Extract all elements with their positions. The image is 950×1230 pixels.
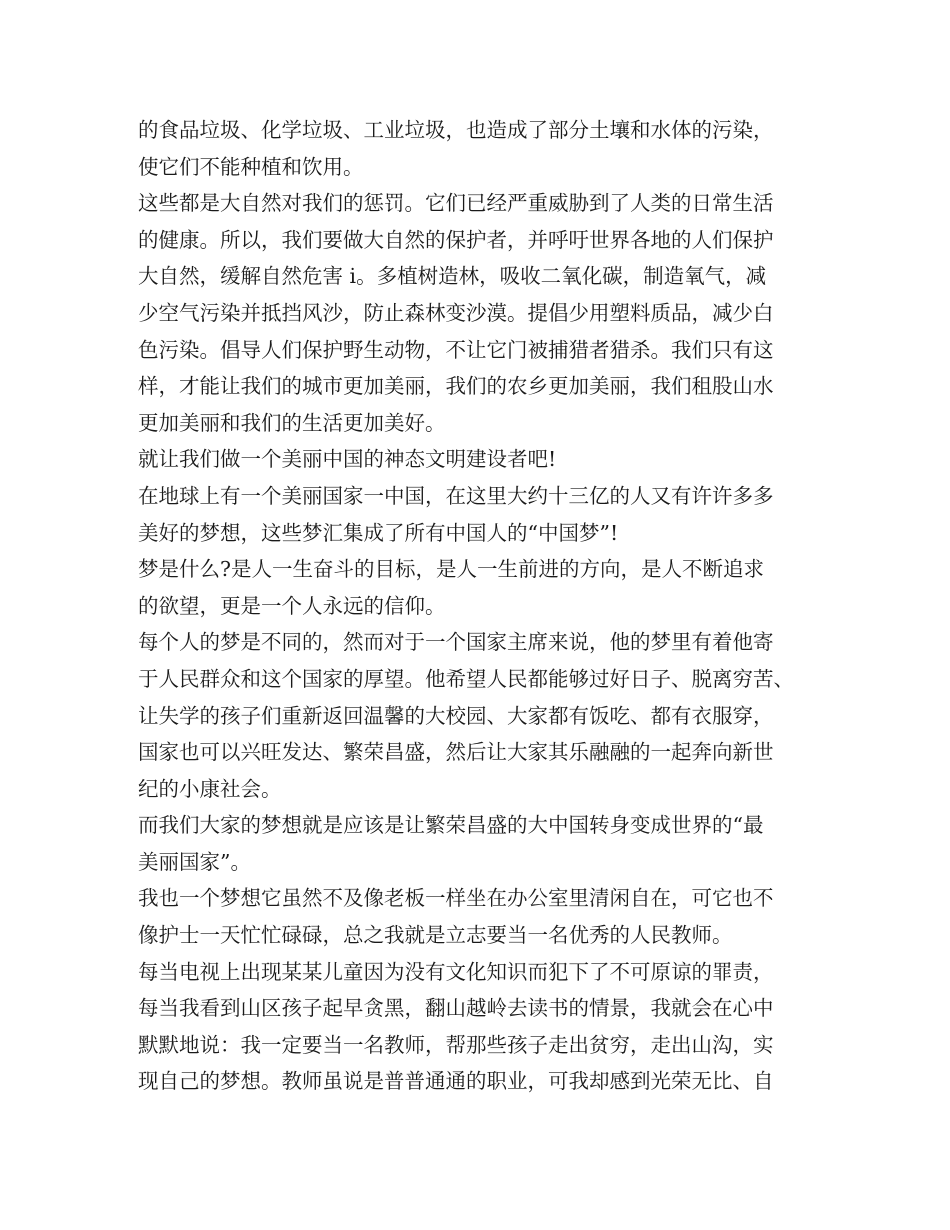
text-line: 默默地说：我一定要当一名教师，帮那些孩子走出贫穷，走出山沟，实 [138, 1032, 774, 1057]
text-line: 美好的梦想，这些梦汇集成了所有中国人的“中国梦”! [138, 520, 619, 545]
text-line: 每当我看到山区孩子起早贪黑，翻山越岭去读书的情景，我就会在心中 [138, 996, 774, 1021]
text-line: 更加美丽和我们的生活更加美好。 [138, 410, 446, 435]
text-line: 纪的小康社会。 [138, 776, 282, 801]
text-line: 少空气污染并抵挡风沙，防止森林变沙漠。提倡少用塑料质品，减少白 [138, 300, 774, 325]
text-line: 现自己的梦想。教师虽说是普普通通的职业，可我却感到光荣无比、自 [138, 1069, 774, 1094]
text-line: 的健康。所以，我们要做大自然的保护者，并呼吁世界各地的人们保护 [138, 227, 774, 252]
text-line: 而我们大家的梦想就是应该是让繁荣昌盛的大中国转身变成世界的“最 [138, 813, 764, 838]
text-line: 的食品垃圾、化学垃圾、工业垃圾，也造成了部分土壤和水体的污染， [138, 118, 774, 142]
text-line: 这些都是大自然对我们的惩罚。它们已经严重威胁到了人类的日常生活 [138, 191, 774, 216]
text-line: 我也一个梦想它虽然不及像老板一样坐在办公室里清闲自在，可它也不 [138, 886, 774, 911]
text-line: 使它们不能种植和饮用。 [138, 154, 364, 179]
text-line: 梦是什么?是人一生奋斗的目标，是人一生前进的方向，是人不断追求 [138, 557, 764, 582]
text-line: 的欲望，更是一个人永远的信仰。 [138, 593, 446, 618]
text-line: 美丽国家”。 [138, 849, 251, 874]
text-line: 色污染。倡导人们保护野生动物，不让它门被捕猎者猎杀。我们只有这 [138, 337, 774, 362]
text-line: 国家也可以兴旺发达、繁荣昌盛，然后让大家其乐融融的一起奔向新世 [138, 740, 774, 765]
document-body [138, 112, 828, 1100]
text-line: 让失学的孩子们重新返回温馨的大校园、大家都有饭吃、都有衣服穿， [138, 703, 774, 728]
text-line: 每当电视上出现某某儿童因为没有文化知识而犯下了不可原谅的罪责， [138, 959, 774, 984]
text-line: 在地球上有一个美丽国家一中国，在这里大约十三亿的人又有许许多多 [138, 483, 774, 508]
text-line: 每个人的梦是不同的，然而对于一个国家主席来说，他的梦里有着他寄 [138, 630, 774, 655]
text-line: 样，才能让我们的城市更加美丽，我们的农乡更加美丽，我们租股山水 [138, 374, 774, 399]
text-line: 就让我们做一个美丽中国的神态文明建设者吧! [138, 447, 557, 472]
text-line: 于人民群众和这个国家的厚望。他希望人民都能够过好日子、脱离穷苦、 [138, 666, 794, 691]
text-line: 像护士一天忙忙碌碌，总之我就是立志要当一名优秀的人民教师。 [138, 923, 733, 948]
text-line: 大自然，缓解自然危害 i。多植树造林，吸收二氧化碳，制造氧气，减 [138, 264, 767, 289]
